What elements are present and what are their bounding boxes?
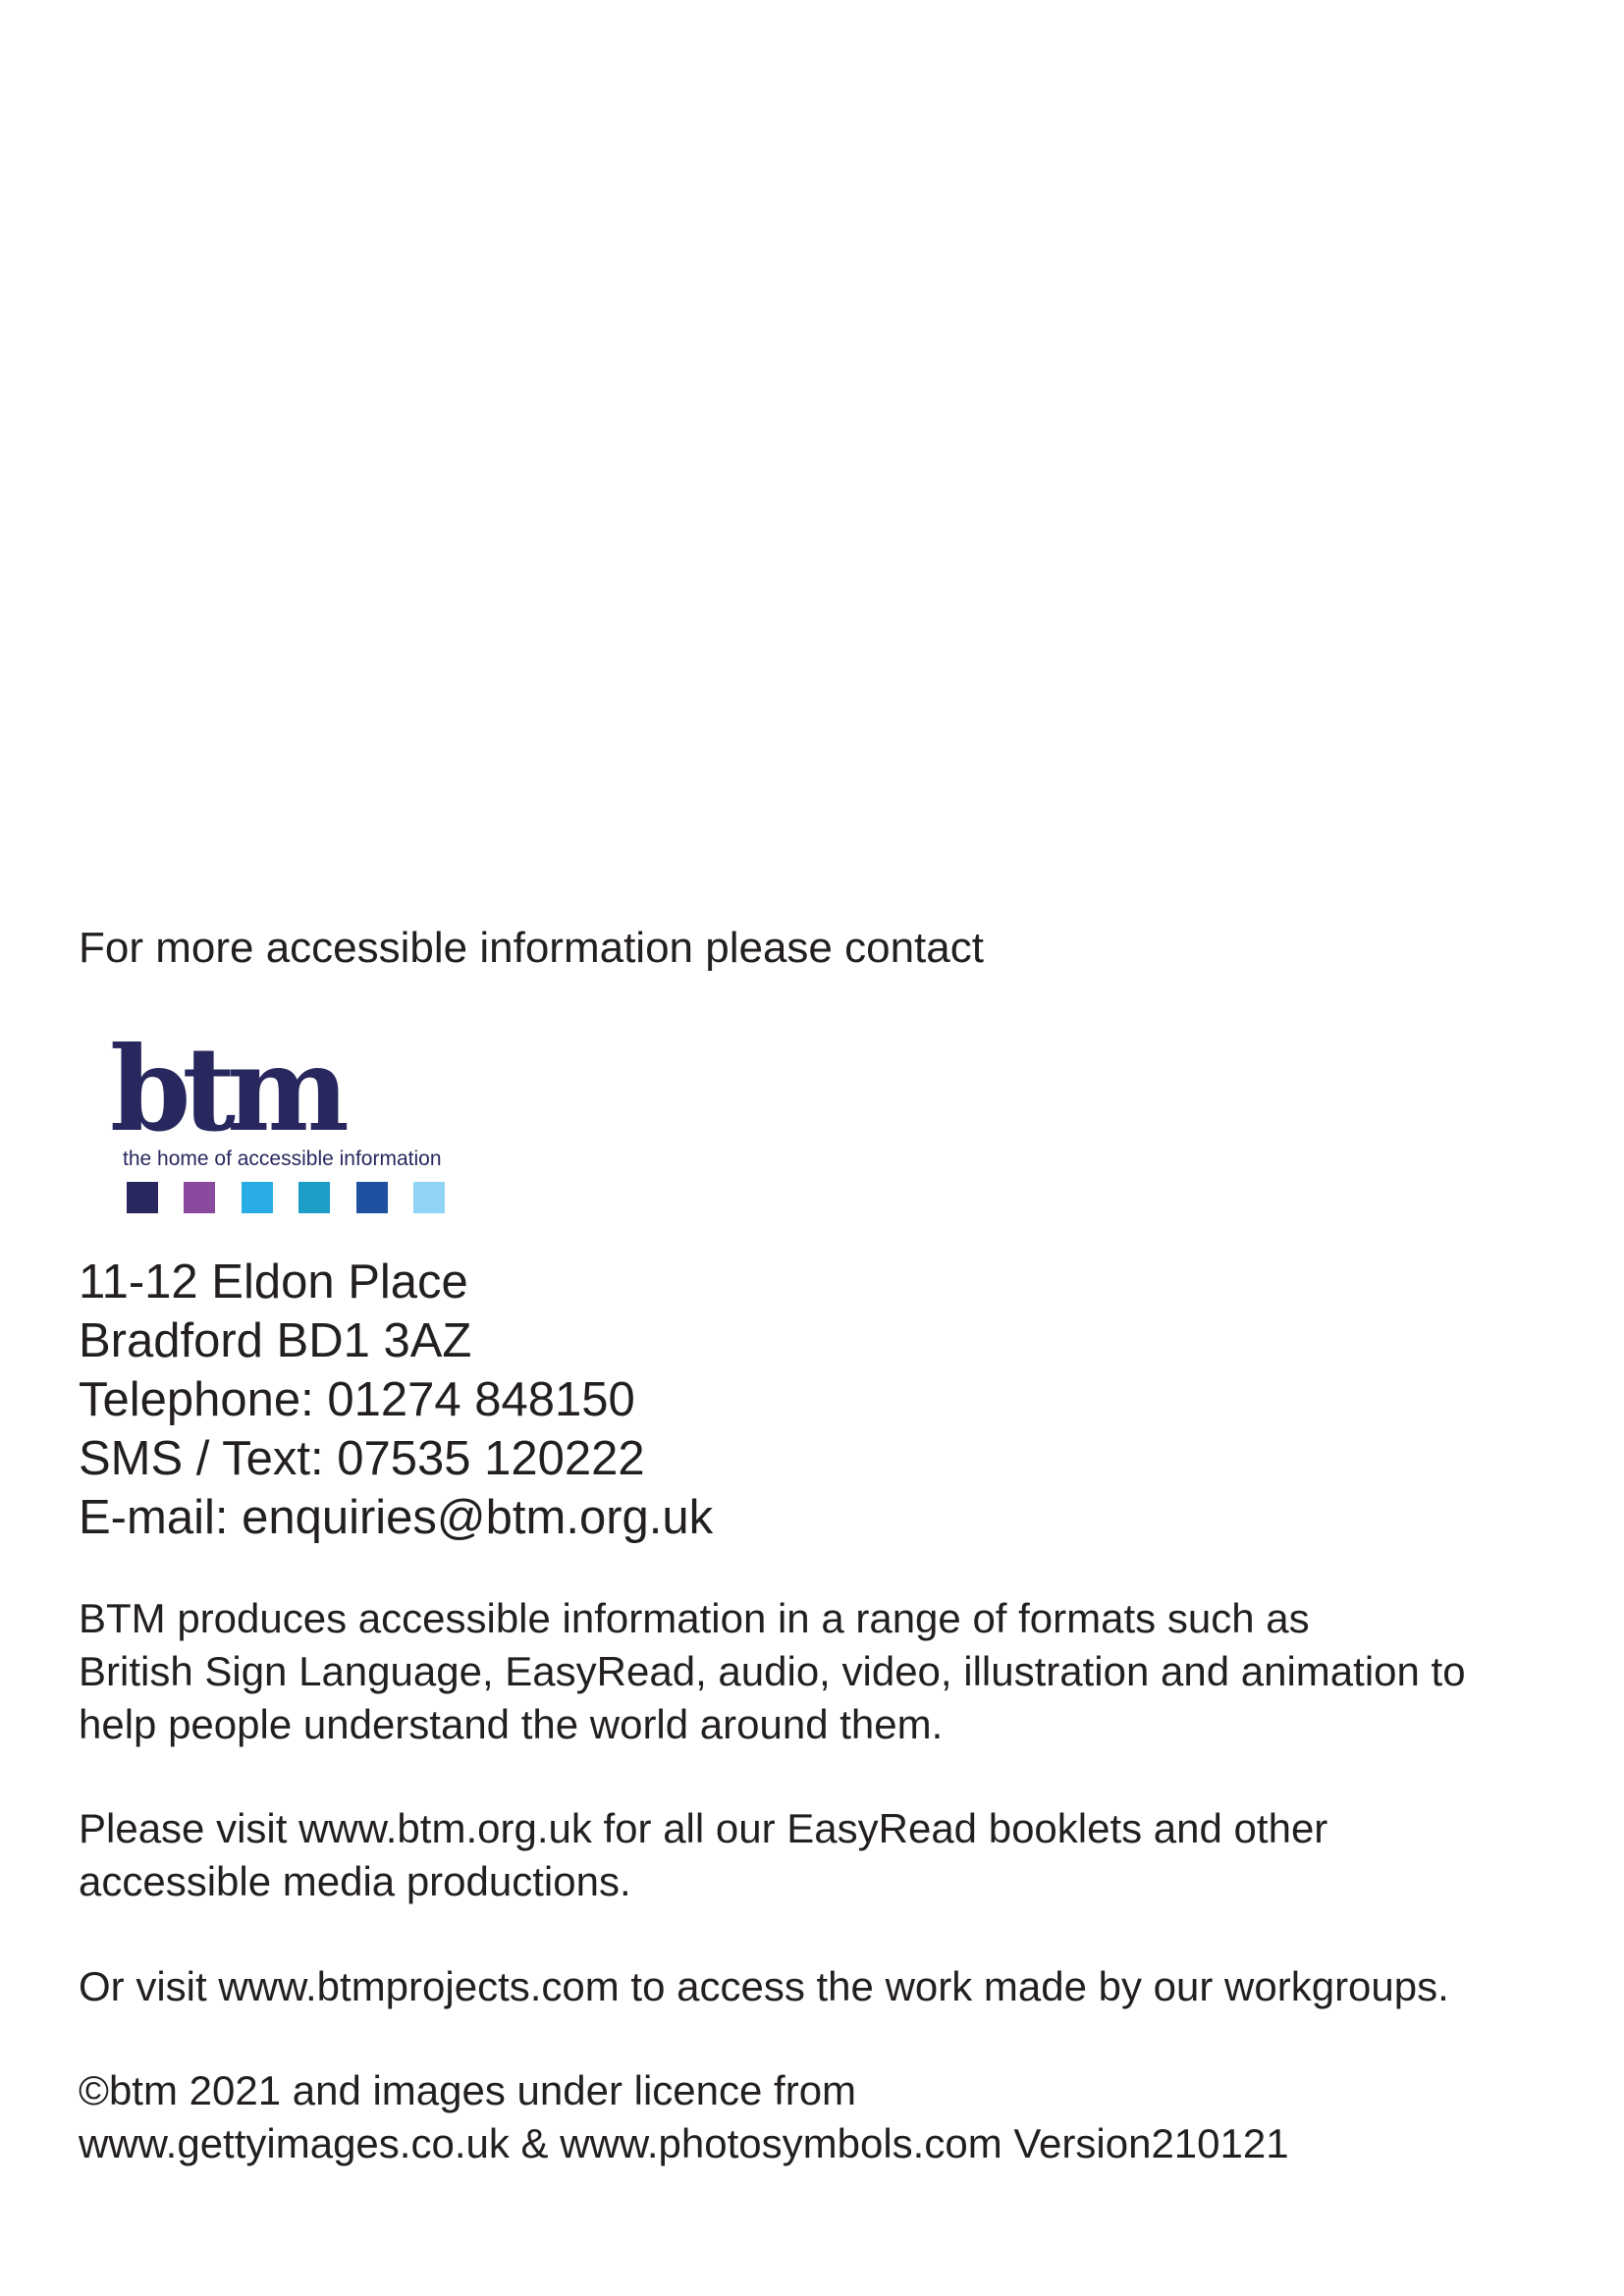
paragraph-line: BTM produces accessible information in a range of formats such as: [79, 1595, 1310, 1641]
formats-paragraph: [79, 1592, 1571, 1751]
copyright-paragraph: [79, 2064, 1571, 2170]
swatch-light-blue: [413, 1182, 445, 1213]
paragraph-line: accessible media productions.: [79, 1858, 631, 1904]
sms-number: SMS / Text: 07535 120222: [79, 1432, 645, 1485]
logo-wordmark: btm: [110, 1021, 341, 1157]
paragraph-line: ©btm 2021 and images under licence from: [79, 2067, 857, 2113]
swatch-blue: [356, 1182, 388, 1213]
logo-tagline: the home of accessible information: [123, 1148, 442, 1170]
contact-address: [79, 1253, 713, 1547]
swatch-purple: [184, 1182, 215, 1213]
telephone-number: Telephone: 01274 848150: [79, 1373, 635, 1426]
contact-intro: For more accessible information please contact: [79, 924, 984, 972]
paragraph-line: www.gettyimages.co.uk & www.photosymbols.com Version210121: [79, 2120, 1289, 2166]
swatch-navy: [127, 1182, 158, 1213]
email-address: E-mail: enquiries@btm.org.uk: [79, 1491, 714, 1544]
swatch-cyan: [242, 1182, 273, 1213]
paragraph-line: help people understand the world around them.: [79, 1701, 944, 1747]
address-city: Bradford BD1 3AZ: [79, 1314, 472, 1367]
btm-logo: [110, 1021, 463, 1215]
address-street: 11-12 Eldon Place: [79, 1255, 468, 1308]
visit-btm-paragraph: [79, 1802, 1571, 1908]
visit-projects-paragraph: [79, 1960, 1571, 2013]
paragraph-line: British Sign Language, EasyRead, audio, video, illustration and animation to: [79, 1648, 1466, 1694]
swatch-teal: [298, 1182, 330, 1213]
paragraph-line: Please visit www.btm.org.uk for all our EasyRead booklets and other: [79, 1805, 1328, 1851]
paragraph-line: Or visit www.btmprojects.com to access the work made by our workgroups.: [79, 1963, 1449, 2009]
